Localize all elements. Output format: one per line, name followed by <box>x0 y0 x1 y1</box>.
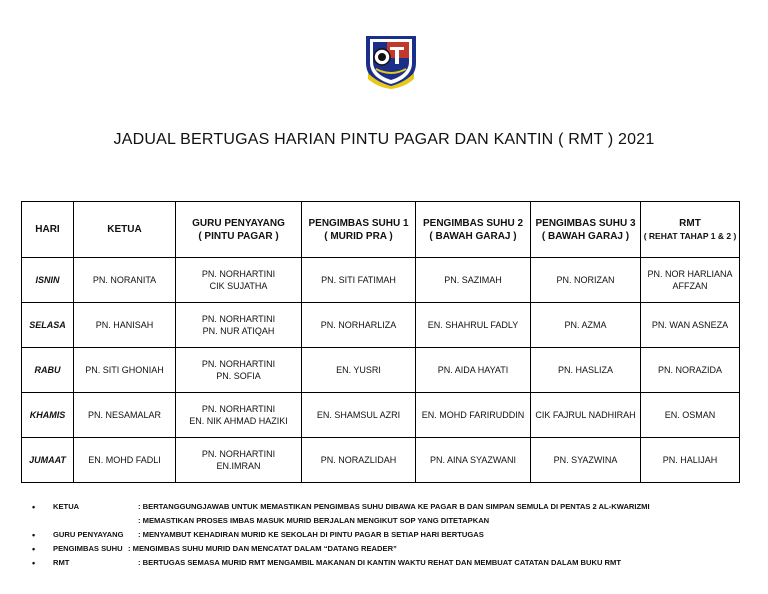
header-pengimbas-suhu-1: PENGIMBAS SUHU 1 ( MURID PRA ) <box>302 202 416 258</box>
table-row <box>22 258 740 303</box>
day-cell: KHAMIS <box>22 393 74 438</box>
bullet-icon: • <box>32 544 36 554</box>
ketua-cell: PN. NORANITA <box>74 258 176 303</box>
rmt-cell: PN. NOR HARLIANA AFFZAN <box>641 258 740 303</box>
note-desc: : BERTUGAS SEMASA MURID RMT MENGAMBIL MAKANAN DI KANTIN WAKTU REHAT DAN MEMBUAT CATATAN DALAM BUKU RMT <box>138 558 621 567</box>
guru-penyayang-cell: PN. NORHARTINI PN. NUR ATIQAH <box>176 303 302 348</box>
note-term: RMT <box>53 558 70 567</box>
suhu-3-cell: PN. SYAZWINA <box>531 438 641 483</box>
suhu-2-cell: PN. SAZIMAH <box>416 258 531 303</box>
bullet-icon: • <box>32 502 36 512</box>
note-term: KETUA <box>53 502 80 511</box>
suhu-3-cell: PN. NORIZAN <box>531 258 641 303</box>
table-row <box>22 438 740 483</box>
school-crest-logo <box>362 33 420 89</box>
ketua-cell: PN. HANISAH <box>74 303 176 348</box>
bullet-icon: • <box>32 530 36 540</box>
suhu-1-cell: PN. SITI FATIMAH <box>302 258 416 303</box>
suhu-2-cell: EN. SHAHRUL FADLY <box>416 303 531 348</box>
suhu-2-cell: EN. MOHD FARIRUDDIN <box>416 393 531 438</box>
suhu-2-cell: PN. AIDA HAYATI <box>416 348 531 393</box>
day-cell: JUMAAT <box>22 438 74 483</box>
suhu-1-cell: EN. YUSRI <box>302 348 416 393</box>
note-desc: : MENYAMBUT KEHADIRAN MURID KE SEKOLAH DI PINTU PAGAR B SETIAP HARI BERTUGAS <box>138 530 484 539</box>
rmt-cell: EN. OSMAN <box>641 393 740 438</box>
rmt-cell: PN. HALIJAH <box>641 438 740 483</box>
duty-schedule-table <box>21 201 740 483</box>
suhu-1-cell: PN. NORAZLIDAH <box>302 438 416 483</box>
guru-penyayang-cell: PN. NORHARTINI EN.IMRAN <box>176 438 302 483</box>
guru-penyayang-cell: PN. NORHARTINI CIK SUJATHA <box>176 258 302 303</box>
guru-penyayang-cell: PN. NORHARTINI EN. NIK AHMAD HAZIKI <box>176 393 302 438</box>
header-pengimbas-suhu-3: PENGIMBAS SUHU 3 ( BAWAH GARAJ ) <box>531 202 641 258</box>
suhu-2-cell: PN. AINA SYAZWANI <box>416 438 531 483</box>
header-pengimbas-suhu-2: PENGIMBAS SUHU 2 ( BAWAH GARAJ ) <box>416 202 531 258</box>
rmt-cell: PN. WAN ASNEZA <box>641 303 740 348</box>
suhu-3-cell: PN. AZMA <box>531 303 641 348</box>
note-item <box>32 500 752 514</box>
suhu-1-cell: EN. SHAMSUL AZRI <box>302 393 416 438</box>
note-item <box>32 514 752 528</box>
table-row <box>22 393 740 438</box>
header-hari: HARI <box>22 202 74 258</box>
note-desc: : MENGIMBAS SUHU MURID DAN MENCATAT DALAM “DATANG READER” <box>128 544 397 553</box>
ketua-cell: PN. SITI GHONIAH <box>74 348 176 393</box>
page-title: JADUAL BERTUGAS HARIAN PINTU PAGAR DAN KANTIN ( RMT ) 2021 <box>113 131 655 148</box>
ketua-cell: EN. MOHD FADLI <box>74 438 176 483</box>
notes-list <box>32 500 752 570</box>
note-item <box>32 542 752 556</box>
note-item <box>32 556 752 570</box>
ketua-cell: PN. NESAMALAR <box>74 393 176 438</box>
table-header-row <box>22 202 740 258</box>
suhu-3-cell: CIK FAJRUL NADHIRAH <box>531 393 641 438</box>
rmt-cell: PN. NORAZIDA <box>641 348 740 393</box>
day-cell: SELASA <box>22 303 74 348</box>
table-row <box>22 303 740 348</box>
table-row <box>22 348 740 393</box>
note-term: PENGIMBAS SUHU <box>53 544 123 553</box>
note-desc: : BERTANGGUNGJAWAB UNTUK MEMASTIKAN PENGIMBAS SUHU DIBAWA KE PAGAR B DAN SIMPAN SEMULA DI PENTAS 2 AL-KWARIZMI <box>138 502 650 511</box>
guru-penyayang-cell: PN. NORHARTINI PN. SOFIA <box>176 348 302 393</box>
header-ketua: KETUA <box>74 202 176 258</box>
day-cell: RABU <box>22 348 74 393</box>
day-cell: ISNIN <box>22 258 74 303</box>
header-guru-penyayang: GURU PENYAYANG ( PINTU PAGAR ) <box>176 202 302 258</box>
note-desc: : MEMASTIKAN PROSES IMBAS MASUK MURID BERJALAN MENGIKUT SOP YANG DITETAPKAN <box>138 516 490 525</box>
header-rmt: RMT ( REHAT TAHAP 1 & 2 ) <box>641 202 740 258</box>
suhu-3-cell: PN. HASLIZA <box>531 348 641 393</box>
suhu-1-cell: PN. NORHARLIZA <box>302 303 416 348</box>
bullet-icon: • <box>32 558 36 568</box>
note-term: GURU PENYAYANG <box>53 530 124 539</box>
note-item <box>32 528 752 542</box>
